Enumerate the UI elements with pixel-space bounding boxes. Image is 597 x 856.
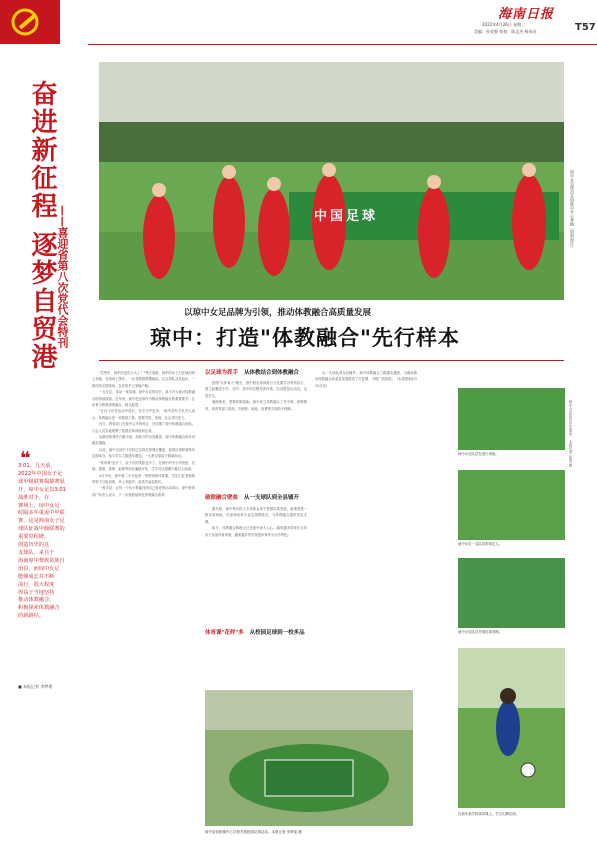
sidebar-slogan: 奋进新征程 逐梦自贸港: [27, 80, 57, 372]
side-photo-4: [458, 648, 565, 808]
quote-line: 2022年中国女子足: [18, 470, 63, 477]
side-photo-caption: 琼中女足一名队员带球过人。: [458, 542, 503, 546]
hero-photo-caption: 琼中女足球员在训练中开心奔跑（资料图片）: [570, 170, 575, 250]
paragraph: 从一支球队到全县铺开，琼中体教融合之路越走越宽，为海南推动体教融合高质量发展提供了可复制、可推广的经验。（本报营根4月25日电）: [315, 371, 417, 388]
paragraph: 据介绍，琼中每年投入专项资金用于校园足球发展，新建改建一批足球场地，引进和培养专业足球教练员，为体教融合提供坚实支撑。: [205, 507, 307, 524]
side-photo-3: [458, 558, 565, 628]
section-heading-sub: 从一支球队到全县铺开: [243, 495, 299, 501]
quote-line: 创造历史的这: [18, 542, 50, 549]
paragraph: 一支女足，带动一座县城。琼中女足的成长，离不开当地对体教融合的持续探索。近年来，琼中把足球作为推动体教融合的重要抓手，让体育与教育深度融合、相互促进。: [92, 390, 195, 408]
headline-rule: [99, 360, 564, 361]
section-heading-1: [205, 368, 299, 376]
quote-line: 前行，很大程度: [18, 581, 55, 588]
sidebar-special-title: ——喜迎省第八次党代会特刊: [56, 205, 69, 348]
quote-line: 战胜对手。在: [18, 494, 50, 501]
field-board-text: 中国足球: [314, 209, 379, 224]
column-2b: [205, 506, 307, 606]
quote-line: 3:01，几天前，: [18, 463, 56, 469]
issue-date: 2022年4月26日 星期二: [482, 22, 526, 27]
quote-line: 重要里程碑。: [18, 534, 50, 541]
paragraph: 破除壁垒，需要机制创新。琼中成立体教融合工作专班，统筹教育、体育等部门资源，在师资、场地、经费等方面给予保障。: [205, 400, 307, 411]
quote-line: 能够成长并不断: [18, 573, 55, 580]
column-1: [92, 370, 195, 840]
section-heading-2: [205, 493, 299, 501]
quote-line: 时隔多年重返中甲联: [18, 510, 65, 517]
quote-line: 支球队，来自于: [18, 549, 55, 556]
article-title: 琼中：打造"体教融合"先行样本: [150, 325, 460, 350]
section-heading-sub: 从校园足球到一校多品: [249, 630, 305, 636]
quote-mark: ❝: [20, 448, 31, 469]
quote-line: 球甲级联赛揭幕赛展: [18, 478, 65, 485]
column-2a: [205, 380, 307, 500]
paragraph: "让孩子们在运动中成长，在学习中进步。"琼中县有关负责人表示，体教融合是一项系统工程，需要学校、家庭、社会共同发力。: [92, 409, 195, 420]
kid-football-art: [458, 648, 565, 808]
paragraph: 一校多品，让每一个孩子都能找到自己喜爱的运动项目。琼中教育部门负责人表示，下一步将继续深化体教融合改革。: [92, 486, 195, 497]
quote-line: 开，琼中女足以3:01: [18, 486, 66, 493]
quote-line: 海南琼中黎族苗族自: [18, 557, 65, 564]
quote-line: 积极探索体教融合: [18, 605, 60, 612]
paragraph: "体育课"变多了，孩子们的笑脸也多了。在琼中的中小学校里，足球、篮球、排球、射箭等项目遍地开花，学生可以根据兴趣自主选择。: [92, 460, 195, 472]
side-photo-1: [458, 388, 565, 450]
quote-line: 的新路径。: [18, 613, 44, 620]
sidebar-byline: ■ 本报记者 李梦瑶: [18, 684, 53, 689]
paragraph: "这些年，琼中的变化太大了！"每天清晨，琼中的孩子们在绿茵场上奔跑，在球场上挥汗。一位老教练感慨地说。这支球队从零起步，一路闯到全国赛场，在县里早已家喻户晓。: [92, 371, 195, 388]
bottom-photo: [205, 690, 413, 826]
section-heading-main: 以足球为抓手: [205, 370, 239, 376]
masthead-rule: [60, 44, 597, 45]
side-photo-caption: 琼中女足队员在进行训练。: [458, 452, 499, 456]
section-heading-main: 破除融合壁垒: [205, 495, 239, 501]
hero-photo: [99, 62, 564, 300]
quote-line: 赛，这是海南女子足: [18, 518, 65, 525]
bottom-photo-caption: 琼中县营根镇中心学校开展校园足球活动。本报记者 李梦瑶 摄: [205, 830, 302, 834]
right-margin-caption: 琼中女足队员在比赛中，本报记者 张茂 摄: [569, 400, 573, 468]
paragraph: 如今，体教融合的理念已在琼中深入人心。越来越多的家长支持孩子参加体育训练，越来越多的学校把体育作为办学特色。: [205, 526, 307, 537]
side-photo-2: [458, 470, 565, 540]
quote-line: 赛场上，琼中女足: [18, 502, 60, 509]
party-emblem: [0, 0, 60, 44]
section-heading-main: 体育课"花样"多: [205, 630, 244, 636]
editor-line: 美编：孙英强 检校：陈志杰 杨承亮: [474, 29, 537, 34]
hero-photo-art: [99, 62, 564, 300]
article-subtitle: 以琼中女足品牌为引领，推动体教融合高质量发展: [184, 308, 372, 318]
paragraph: 从最初的课外兴趣小组，到如今的全县覆盖，琼中体教融合的步伐越走越稳。: [92, 435, 195, 446]
paragraph: 4月中旬，琼中第二小学迎来一堂特别的体育课。学生们在老师的带领下分组训练，场上奔跑声、欢笑声此起彼伏。: [92, 473, 195, 484]
side-photo-caption: 在琼中某学校体育课上，学生们踢足球。: [458, 812, 520, 816]
paragraph: 按照"以体育人"理念，琼中将足球训练与文化课学习有机结合，建立起覆盖小学、初中、高中的完整培养体系，队员既是运动员，也是学生。: [205, 381, 307, 398]
sidebar-quote: [18, 463, 84, 621]
side-photo-caption: 琼中女足队员开展足球训练。: [458, 630, 503, 634]
hammer-sickle-icon: [0, 0, 60, 44]
page-number: T57: [575, 22, 596, 33]
paragraph: 目前，琼中全县中小学校已实现足球课全覆盖，校园足球联赛每年定期举办，参与学生人数逐年增加，一大批足球苗子脱颖而出。: [92, 447, 195, 459]
quote-line: 治县，而琼中女足: [18, 565, 60, 572]
quote-line: 球队征战甲级联赛的: [18, 526, 65, 533]
section-heading-3: [205, 628, 305, 636]
newspaper-logo: 海南日报: [498, 7, 555, 22]
stadium-art: [205, 690, 413, 826]
quote-line: 推动体教融合，: [18, 597, 55, 604]
section-heading-sub: 从体教结合到体教融合: [243, 370, 299, 376]
paragraph: 近日，教育部门在琼中召开现场会，总结推广琼中体教融合经验。与会人员实地观摩了校园足球训练和比赛。: [92, 422, 195, 433]
quote-line: 得益于当地坚持: [18, 589, 55, 596]
